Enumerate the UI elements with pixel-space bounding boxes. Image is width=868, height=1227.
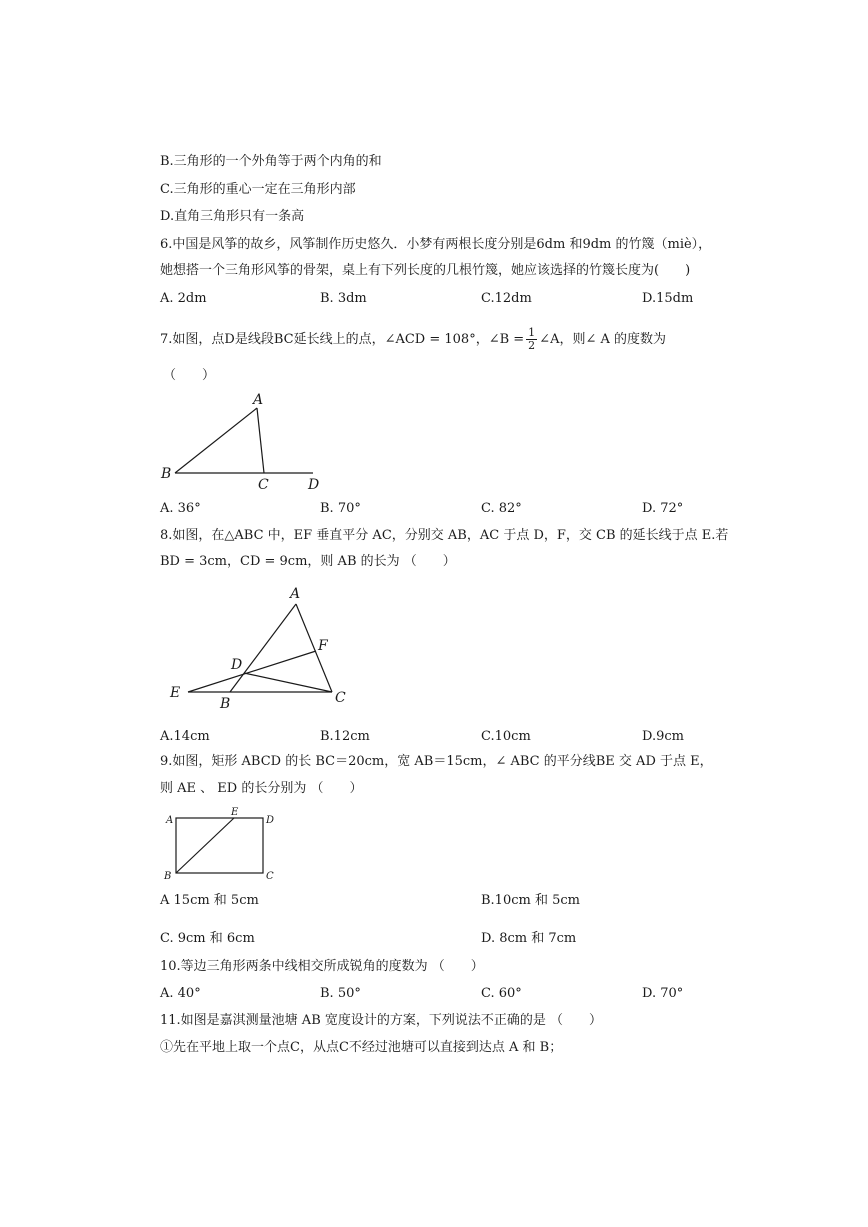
- fig9-label-b: B: [164, 871, 172, 882]
- q6-option-d: D.15dm: [642, 291, 694, 306]
- q7-option-a: A. 36°: [160, 501, 201, 516]
- q7-fraction: [526, 327, 537, 352]
- q8-option-d: D.9cm: [642, 729, 684, 744]
- q6-option-c: C.12dm: [481, 291, 532, 306]
- figure-7-triangle: [155, 388, 335, 493]
- question-11-step-1: ①先在平地上取一个点C，从点C不经过池塘可以直接到达点 A 和 B；: [160, 1040, 563, 1055]
- fig7-label-b: B: [161, 466, 172, 482]
- q10-option-c: C. 60°: [481, 986, 522, 1001]
- option-d-line: D.直角三角形只有一条高: [160, 209, 305, 224]
- q9-option-a: A 15cm 和 5cm: [160, 893, 259, 908]
- fig9-label-c: C: [266, 871, 274, 882]
- option-c-line: C.三角形的重心一定在三角形内部: [160, 182, 356, 197]
- question-9-line-2: 则 AE 、 ED 的长分别为 （ ）: [160, 781, 363, 796]
- q8-option-c: C.10cm: [481, 729, 531, 744]
- q6-option-b: B. 3dm: [320, 291, 367, 306]
- q10-option-a: A. 40°: [160, 986, 201, 1001]
- fig8-label-f: F: [318, 638, 328, 654]
- question-10-line: 10.等边三角形两条中线相交所成锐角的度数为 （ ）: [160, 959, 484, 974]
- question-8-line-1: 8.如图，在△ABC 中，EF 垂直平分 AC，分别交 AB，AC 于点 D，F，交 CB 的延长线于点 E.若: [160, 528, 729, 543]
- fig9-label-e: E: [231, 807, 239, 818]
- fig8-label-d: D: [231, 657, 243, 673]
- fig9-label-a: A: [166, 815, 174, 826]
- q10-option-d: D. 70°: [642, 986, 684, 1001]
- question-11-line: 11.如图是嘉淇测量池塘 AB 宽度设计的方案，下列说法不正确的是 （ ）: [160, 1013, 603, 1028]
- fig8-label-b: B: [220, 696, 231, 712]
- q8-option-a: A.14cm: [160, 729, 210, 744]
- question-7-line-1: [160, 327, 666, 352]
- question-6-line-1: 6.中国是风筝的故乡，风筝制作历史悠久．小梦有两根长度分别是6dm 和9dm 的竹篾（miè），: [160, 237, 712, 252]
- figure-9-rectangle: [160, 806, 285, 884]
- fig8-label-e: E: [170, 685, 181, 701]
- question-8-line-2: BD = 3cm，CD = 9cm，则 AB 的长为 （ ）: [160, 554, 456, 569]
- q9-option-d: D. 8cm 和 7cm: [481, 931, 577, 946]
- q6-option-a: A. 2dm: [160, 291, 207, 306]
- q7-option-b: B. 70°: [320, 501, 361, 516]
- question-7-line-2: （ ）: [163, 368, 216, 383]
- q8-option-b: B.12cm: [320, 729, 370, 744]
- q7-fraction-denominator: 2: [528, 339, 536, 352]
- q7-fraction-numerator: 1: [528, 326, 536, 339]
- fig8-label-c: C: [335, 690, 346, 706]
- fig7-label-d: D: [308, 477, 320, 493]
- q9-option-b: B.10cm 和 5cm: [481, 893, 580, 908]
- figure-8-triangle: [160, 580, 360, 715]
- q9-option-c: C. 9cm 和 6cm: [160, 931, 255, 946]
- fig9-label-d: D: [266, 815, 275, 826]
- option-b-line: B.三角形的一个外角等于两个内角的和: [160, 154, 382, 169]
- question-9-line-1: 9.如图，矩形 ABCD 的长 BC＝20cm，宽 AB＝15cm，∠ ABC 的平分线BE 交 AD 于点 E，: [160, 754, 713, 769]
- q7-option-c: C. 82°: [481, 501, 522, 516]
- q7-text-after: ∠A，则∠ A 的度数为: [539, 332, 666, 347]
- fig7-label-c: C: [258, 477, 269, 493]
- question-6-line-2: 她想搭一个三角形风筝的骨架，桌上有下列长度的几根竹篾，她应该选择的竹篾长度为( ): [160, 263, 691, 278]
- fig7-label-a: A: [253, 392, 264, 408]
- q7-text-before: 7.如图，点D是线段BC延长线上的点，∠ACD = 108°，∠B =: [160, 332, 525, 347]
- fig8-label-a: A: [290, 586, 301, 602]
- q10-option-b: B. 50°: [320, 986, 361, 1001]
- q7-option-d: D. 72°: [642, 501, 684, 516]
